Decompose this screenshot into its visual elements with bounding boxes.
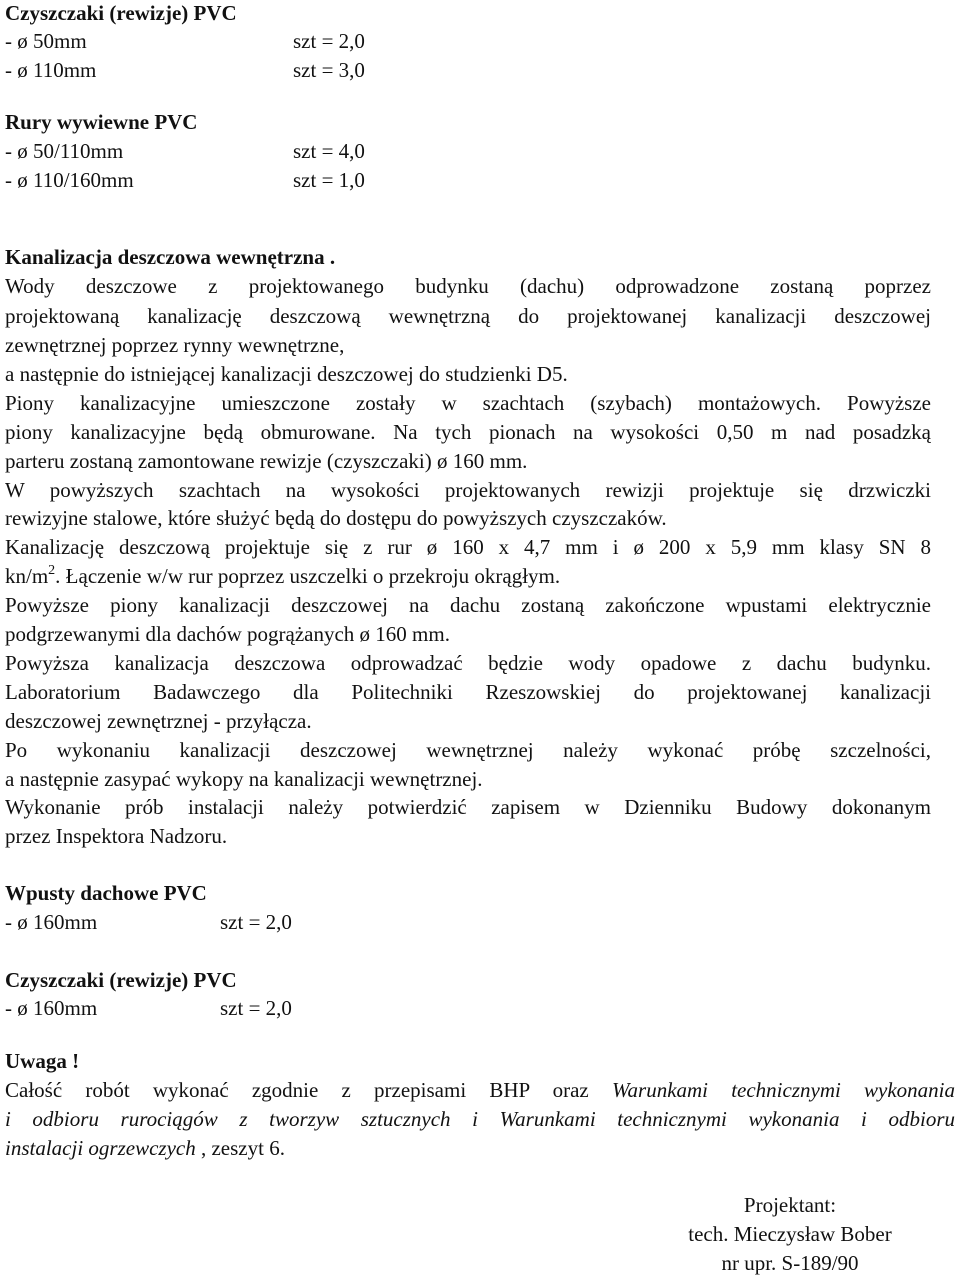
paragraph-line: przez Inspektora Nadzoru. (5, 824, 228, 848)
item-row (5, 907, 605, 937)
paragraph-line: deszczowej zewnętrznej - przyłącza. (5, 709, 312, 733)
item-qty: szt = 2,0 (220, 996, 292, 1020)
section-title-czyszczaki-2: Czyszczaki (rewizje) PVC (5, 968, 237, 992)
item-qty: szt = 2,0 (293, 29, 365, 53)
item-qty: szt = 4,0 (293, 139, 365, 163)
paragraph-line: a następnie zasypać wykopy na kanalizacji wewnętrznej. (5, 767, 483, 791)
item-label: - ø 50mm (5, 29, 87, 53)
paragraph-line: Kanalizację deszczową projektuje się z rur ø 160 x 4,7 mm i ø 200 x 5,9 mm klasy SN 8 (5, 535, 931, 559)
item-qty: szt = 2,0 (220, 910, 292, 934)
note-line (5, 1075, 955, 1105)
paragraph-line: W powyższych szachtach na wysokości projektowanych rewizji projektuje się drzwiczki (5, 478, 931, 502)
item-row (5, 165, 605, 195)
item-row (5, 26, 605, 56)
paragraph-line: Wykonanie prób instalacji należy potwierdzić zapisem w Dzienniku Budowy dokonanym (5, 795, 931, 819)
paragraph-line: rewizyjne stalowe, które służyć będą do dostępu do powyższych czyszczaków. (5, 506, 667, 530)
paragraph-line: Piony kanalizacyjne umieszczone zostały w szachtach (szybach) montażowych. Powyższe (5, 391, 931, 415)
signature-name: tech. Mieczysław Bober (688, 1222, 892, 1246)
section-title-czyszczaki-1: Czyszczaki (rewizje) PVC (5, 1, 237, 25)
note-line (5, 1133, 285, 1163)
item-label: - ø 160mm (5, 996, 98, 1020)
paragraph-line: Po wykonaniu kanalizacji deszczowej wewnętrznej należy wykonać próbę szczelności, (5, 738, 931, 762)
section-title-kanalizacja-deszczowa: Kanalizacja deszczowa wewnętrzna . (5, 245, 336, 269)
section-title-rury-wywiewne: Rury wywiewne PVC (5, 110, 198, 134)
paragraph-line: Wody deszczowe z projektowanego budynku (dachu) odprowadzone zostaną poprzez (5, 274, 931, 298)
paragraph-line: Powyższa kanalizacja deszczowa odprowadzać będzie wody opadowe z dachu budynku. (5, 651, 931, 675)
paragraph-line: a następnie do istniejącej kanalizacji deszczowej do studzienki D5. (5, 362, 568, 386)
note-line: i odbioru rurociągów z tworzyw sztucznych i Warunkami technicznymi wykonania i odbioru (5, 1107, 955, 1131)
note-italic: Warunkami technicznymi wykonania (611, 1078, 955, 1102)
paragraph-line-unit (5, 561, 560, 591)
section-title-wpusty-dachowe: Wpusty dachowe PVC (5, 881, 207, 905)
signature-role: Projektant: (743, 1193, 837, 1217)
paragraph-line: zewnętrznej poprzez rynny wewnętrzne, (5, 333, 345, 357)
paragraph-line: parteru zostaną zamontowane rewizje (czyszczaki) ø 160 mm. (5, 449, 528, 473)
paragraph-line: Powyższe piony kanalizacji deszczowej na dachu zostaną zakończone wpustami elektrycznie (5, 593, 931, 617)
item-qty: szt = 3,0 (293, 58, 365, 82)
note-italic: instalacji ogrzewczych (5, 1136, 196, 1160)
paragraph-line: Laboratorium Badawczego dla Politechniki Rzeszowskiej do projektowanej kanalizacji (5, 680, 931, 704)
item-qty: szt = 1,0 (293, 168, 365, 192)
item-row (5, 55, 605, 85)
unit-superscript: 2 (48, 563, 56, 578)
unit-line-rest: . Łączenie w/w rur poprzez uszczelki o przekroju okrągłym. (55, 564, 561, 588)
note-text: , zeszyt 6. (195, 1136, 285, 1160)
paragraph-line: piony kanalizacyjne będą obmurowane. Na tych pionach na wysokości 0,50 m nad posadzką (5, 420, 931, 444)
item-row (5, 993, 605, 1023)
item-label: - ø 110/160mm (5, 168, 134, 192)
paragraph-line: podgrzewanymi dla dachów pogrążanych ø 160 mm. (5, 622, 450, 646)
note-title: Uwaga ! (5, 1049, 80, 1073)
item-label: - ø 50/110mm (5, 139, 124, 163)
item-row (5, 136, 605, 166)
item-label: - ø 110mm (5, 58, 97, 82)
note-text: Całość robót wykonać zgodnie z przepisami BHP oraz (5, 1078, 612, 1102)
item-label: - ø 160mm (5, 910, 98, 934)
paragraph-line: projektowaną kanalizację deszczową wewnętrzną do projektowanej kanalizacji deszczowej (5, 304, 931, 328)
unit-base: kn/m (5, 564, 49, 588)
signature-license: nr upr. S-189/90 (721, 1251, 859, 1275)
